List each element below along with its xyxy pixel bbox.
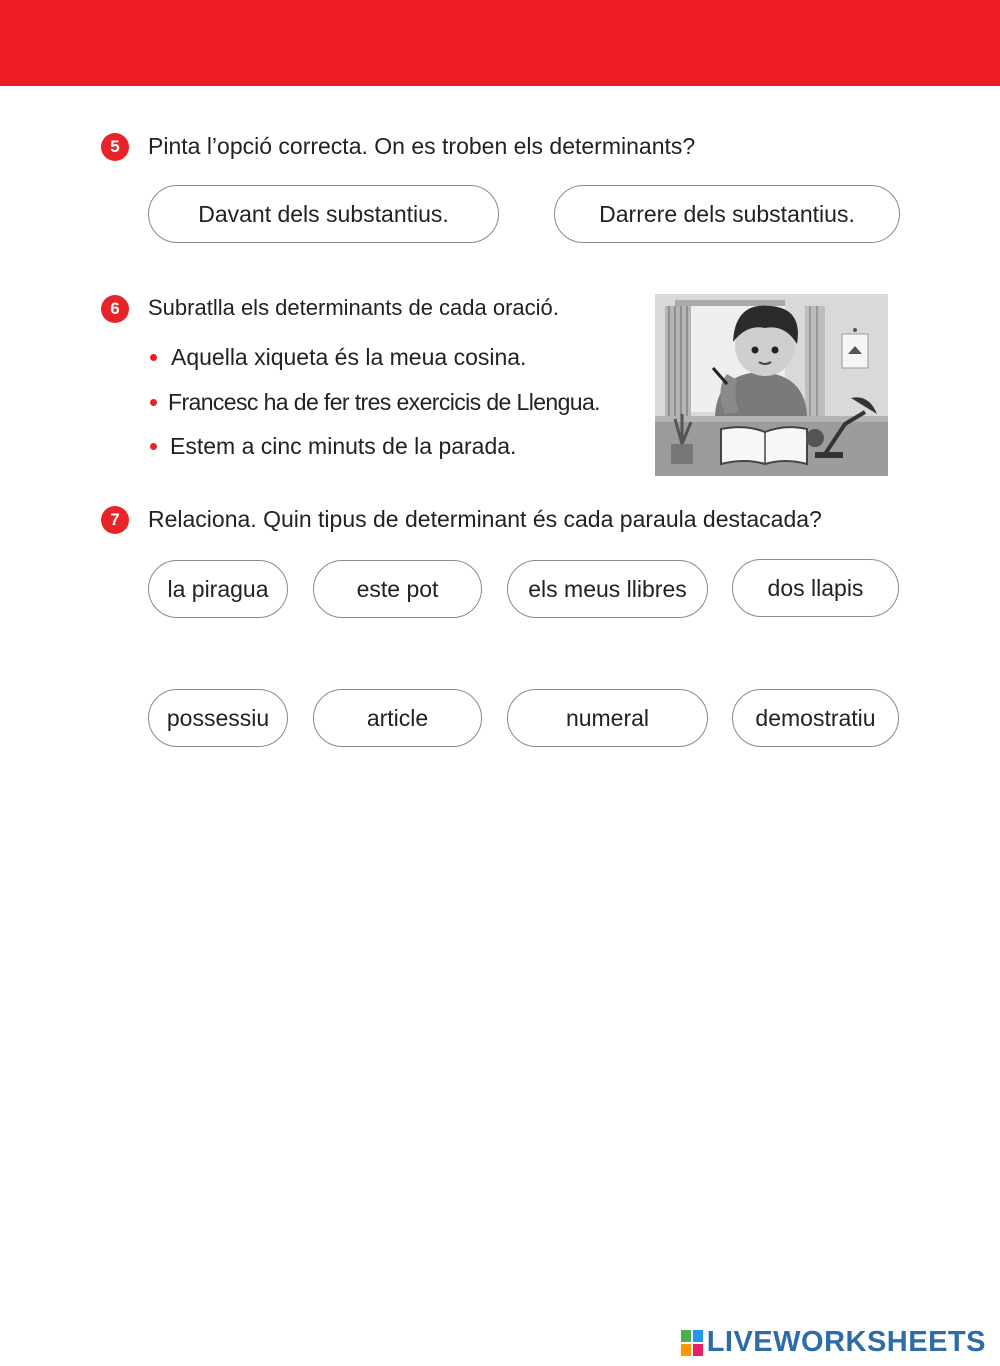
word-dos-llapis[interactable]: dos llapis [732, 559, 899, 617]
bullet-icon [150, 399, 157, 406]
bullet-icon [150, 443, 157, 450]
type-demostratiu[interactable]: demostratiu [732, 689, 899, 747]
word-la-piragua[interactable]: la piragua [148, 560, 288, 618]
exercise-7-instruction: Relaciona. Quin tipus de determinant és cada paraula destacada? [148, 506, 822, 532]
word-este-pot[interactable]: este pot [313, 560, 482, 618]
option-davant[interactable]: Davant dels substantius. [148, 185, 499, 243]
exercise-5-number: 5 [101, 133, 129, 161]
word-els-meus-llibres[interactable]: els meus llibres [507, 560, 708, 618]
liveworksheets-logo [681, 1326, 986, 1359]
sentence-2-text[interactable]: Francesc ha de fer tres exercicis de Llengua. [168, 389, 600, 415]
boy-studying-illustration [655, 294, 888, 476]
bullet-icon [150, 354, 157, 361]
exercise-6-instruction: Subratlla els determinants de cada oració. [148, 295, 559, 320]
option-darrere[interactable]: Darrere dels substantius. [554, 185, 900, 243]
exercise-7-number: 7 [101, 506, 129, 534]
exercise-5-instruction: Pinta l’opció correcta. On es troben els determinants? [148, 133, 696, 159]
exercise-6-number: 6 [101, 295, 129, 323]
type-possessiu[interactable]: possessiu [148, 689, 288, 747]
logo-grid-icon [681, 1330, 703, 1356]
sentence-2[interactable] [150, 389, 600, 416]
logo-text: LIVEWORKSHEETS [706, 1326, 986, 1358]
sentence-1-text[interactable]: Aquella xiqueta és la meua cosina. [171, 344, 527, 370]
type-article[interactable]: article [313, 689, 482, 747]
type-numeral[interactable]: numeral [507, 689, 708, 747]
header-bar [0, 0, 1000, 86]
sentence-1[interactable] [150, 344, 526, 371]
sentence-3-text[interactable]: Estem a cinc minuts de la parada. [170, 433, 517, 459]
sentence-3[interactable] [150, 433, 516, 460]
